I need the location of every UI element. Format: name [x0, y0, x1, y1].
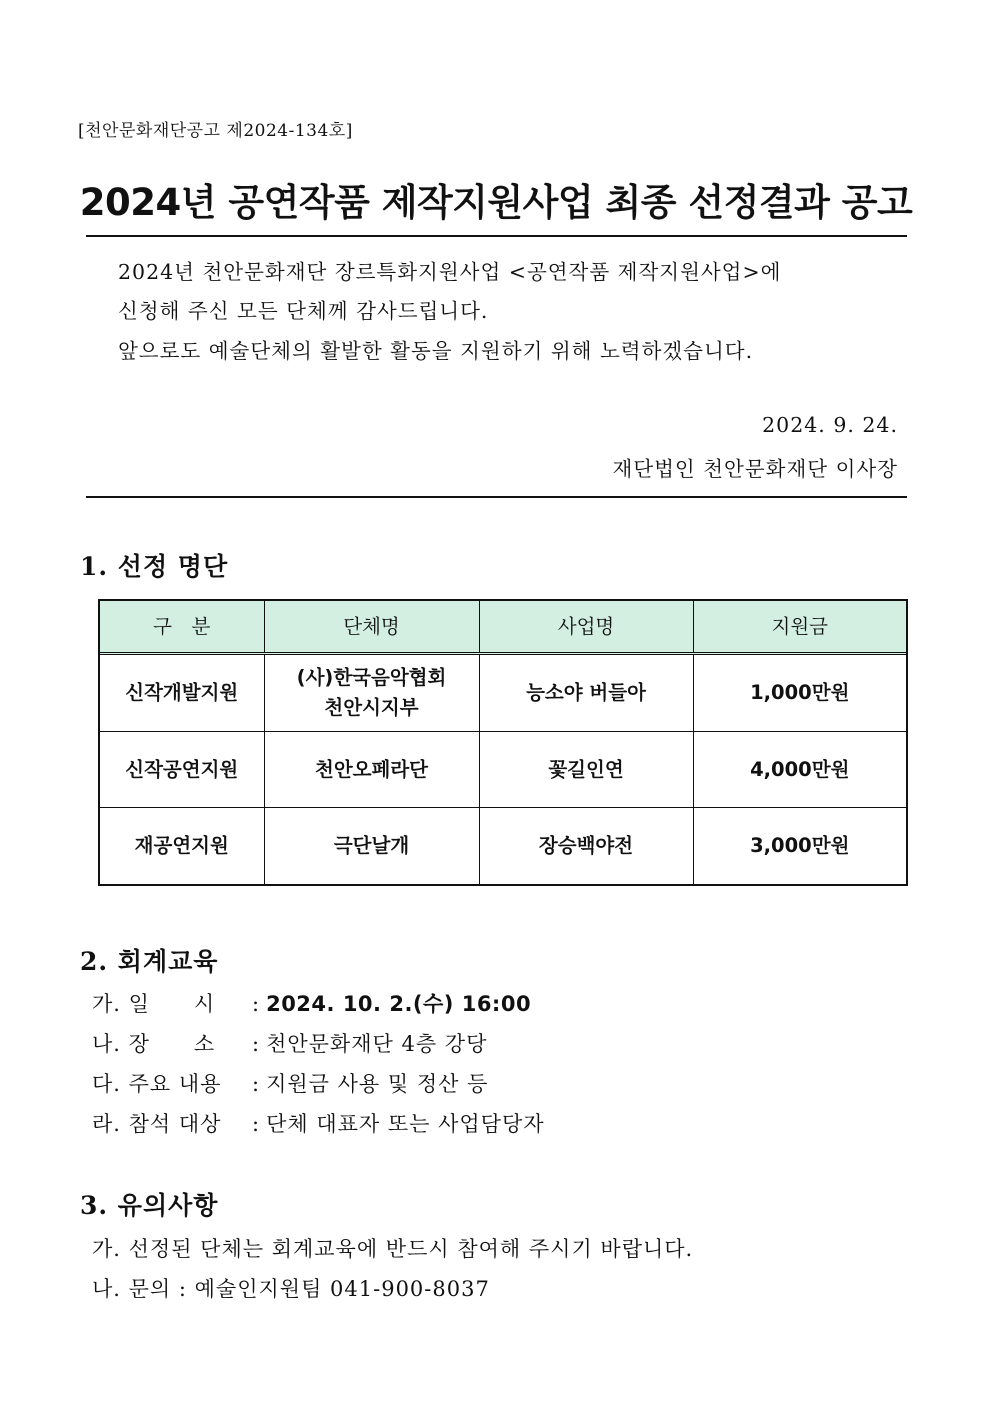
item-label: 가. 일 시 [92, 992, 216, 1016]
cell-amount: 4,000만원 [693, 731, 906, 808]
table-header-row [100, 601, 906, 654]
colon: : [252, 1112, 261, 1136]
header-category: 구 분 [100, 601, 264, 654]
cell-category: 신작공연지원 [100, 731, 264, 808]
intro-line-1: 2024년 천안문화재단 장르특화지원사업 <공연작품 제작지원사업>에 [118, 260, 782, 284]
cell-category: 신작개발지원 [100, 654, 264, 732]
header-project: 사업명 [479, 601, 693, 654]
cell-organization [264, 654, 479, 732]
table-row [100, 808, 906, 884]
colon: : [252, 1072, 261, 1096]
table-row [100, 731, 906, 808]
education-content [92, 1068, 488, 1098]
page-title: 2024년 공연작품 제작지원사업 최종 선정결과 공고 [79, 181, 913, 224]
title-divider [86, 235, 907, 237]
cell-amount: 1,000만원 [693, 654, 906, 732]
header-amount: 지원금 [693, 601, 906, 654]
cell-organization: 천안오페라단 [264, 731, 479, 808]
intro-line-2: 신청해 주신 모든 단체께 감사드립니다. [118, 299, 489, 323]
item-label: 다. 주요 내용 [92, 1072, 222, 1096]
selection-table [98, 599, 908, 886]
header-divider [86, 496, 907, 498]
notice-number: [천안문화재단공고 제2024-134호] [78, 121, 353, 141]
colon: : [252, 1032, 261, 1056]
item-label: 나. 장 소 [92, 1032, 216, 1056]
note-item: 가. 선정된 단체는 회계교육에 반드시 참여해 주시기 바랍니다. [92, 1237, 694, 1261]
colon: : [252, 992, 261, 1016]
item-value: 단체 대표자 또는 사업담당자 [266, 1112, 545, 1136]
item-label: 라. 참석 대상 [92, 1112, 222, 1136]
intro-line-3: 앞으로도 예술단체의 활발한 활동을 지원하기 위해 노력하겠습니다. [118, 339, 754, 363]
education-location [92, 1028, 487, 1058]
section-1-title: 1. 선정 명단 [80, 552, 229, 581]
cell-project: 능소야 버들아 [479, 654, 693, 732]
org-line-2: 천안시지부 [324, 696, 419, 720]
section-2-title: 2. 회계교육 [80, 947, 219, 976]
item-value: 천안문화재단 4층 강당 [266, 1032, 488, 1056]
section-3-title: 3. 유의사항 [80, 1191, 219, 1220]
announcement-date: 2024. 9. 24. [762, 413, 898, 437]
item-value: 지원금 사용 및 정산 등 [266, 1072, 489, 1096]
org-line-1: (사)한국음악협회 [296, 666, 447, 690]
signer: 재단법인 천안문화재단 이사장 [612, 457, 898, 481]
cell-category: 재공연지원 [100, 808, 264, 884]
cell-amount: 3,000만원 [693, 808, 906, 884]
header-organization: 단체명 [264, 601, 479, 654]
education-datetime [92, 988, 531, 1018]
table-row [100, 654, 906, 732]
education-attendees [92, 1108, 545, 1138]
cell-project: 장승백야전 [479, 808, 693, 884]
note-item: 나. 문의 : 예술인지원팀 041-900-8037 [92, 1277, 490, 1301]
cell-organization: 극단날개 [264, 808, 479, 884]
item-value: 2024. 10. 2.(수) 16:00 [266, 992, 532, 1016]
cell-project: 꽃길인연 [479, 731, 693, 808]
